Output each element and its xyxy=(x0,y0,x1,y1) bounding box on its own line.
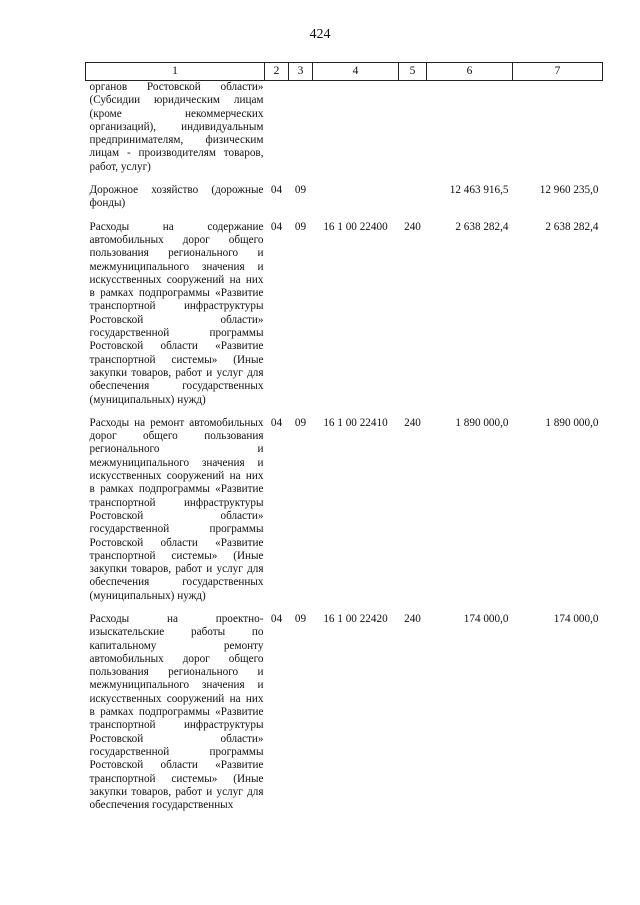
table-row xyxy=(86,603,603,812)
row-type xyxy=(399,81,427,175)
table-body xyxy=(86,81,603,813)
row-type: 240 xyxy=(404,416,421,429)
table-header xyxy=(86,63,603,81)
table-row xyxy=(86,407,603,603)
row-section: 04 xyxy=(270,220,283,233)
table-row xyxy=(86,174,603,211)
row-target: 16 1 00 22410 xyxy=(323,416,388,429)
row-sum1: 2 638 282,4 xyxy=(455,220,509,233)
row-target xyxy=(313,174,399,211)
row-sum1: 12 463 916,5 xyxy=(449,184,509,197)
row-sum2: 2 638 282,4 xyxy=(545,220,599,233)
row-sum1: 174 000,0 xyxy=(463,612,509,625)
row-section: 04 xyxy=(270,416,283,429)
row-type xyxy=(399,174,427,211)
header-col-target: 4 xyxy=(313,63,399,81)
row-section: 04 xyxy=(270,184,283,197)
header-row xyxy=(86,63,603,81)
row-subsection xyxy=(289,81,313,175)
row-sum1 xyxy=(427,81,513,175)
header-col-section: 2 xyxy=(265,63,289,81)
row-name: органов Ростовской области» (Субсидии юридическим лицам (кроме некоммерческих организаций), индивидуальным предпринимателям, физическим лицам - производителям товаров, работ, услуг) xyxy=(89,81,264,173)
table-row xyxy=(86,211,603,407)
header-col-sum2: 7 xyxy=(513,63,603,81)
page-number: 424 xyxy=(309,27,331,42)
header-col-type: 5 xyxy=(399,63,427,81)
row-name: Расходы на ремонт автомобильных дорог общего пользования регионального и межмуниципального значения и искусственных сооружений на них в рамках подпрограммы «Развитие транспортной инфраструктуры Ростовской области» государственной программы Ростовской области «Развитие транспортной системы» (Иные закупки товаров, работ и услуг для обеспечения государственных (муниципальных) нужд) xyxy=(89,416,264,602)
row-sum2: 12 960 235,0 xyxy=(539,184,599,197)
row-section xyxy=(265,81,289,175)
row-name: Расходы на проектно-изыскательские работы по капитальному ремонту автомобильных дорог общего пользования регионального и межмуниципального значения и искусственных сооружений на них в рамках подпрограммы «Развитие транспортной инфраструктуры Ростовской области» государственной программы Ростовской области «Развитие транспортной системы» (Иные закупки товаров, работ и услуг для обеспечения государственных xyxy=(89,612,264,812)
row-sum2: 174 000,0 xyxy=(553,612,599,625)
row-subsection: 09 xyxy=(294,416,307,429)
header-col-subsection: 3 xyxy=(289,63,313,81)
row-type: 240 xyxy=(404,612,421,625)
row-sum2: 1 890 000,0 xyxy=(545,416,599,429)
budget-table xyxy=(85,62,603,812)
row-subsection: 09 xyxy=(294,184,307,197)
header-col-sum1: 6 xyxy=(427,63,513,81)
row-name: Расходы на содержание автомобильных дорог общего пользования регионального и межмуниципального значения и искусственных сооружений на них в рамках подпрограммы «Развитие транспортной инфраструктуры Ростовской области» государственной программы Ростовской области «Развитие транспортной системы» (Иные закупки товаров, работ и услуг для обеспечения государственных (муниципальных) нужд) xyxy=(89,220,264,406)
row-name: Дорожное хозяйство (дорожные фонды) xyxy=(89,184,264,210)
row-section: 04 xyxy=(270,612,283,625)
header-col-name: 1 xyxy=(86,63,265,81)
row-sum2 xyxy=(513,81,603,175)
row-target: 16 1 00 22400 xyxy=(323,220,388,233)
row-sum1: 1 890 000,0 xyxy=(455,416,509,429)
row-subsection: 09 xyxy=(294,612,307,625)
row-type: 240 xyxy=(404,220,421,233)
table-row xyxy=(86,81,603,175)
row-subsection: 09 xyxy=(294,220,307,233)
row-target: 16 1 00 22420 xyxy=(323,612,388,625)
row-target xyxy=(313,81,399,175)
